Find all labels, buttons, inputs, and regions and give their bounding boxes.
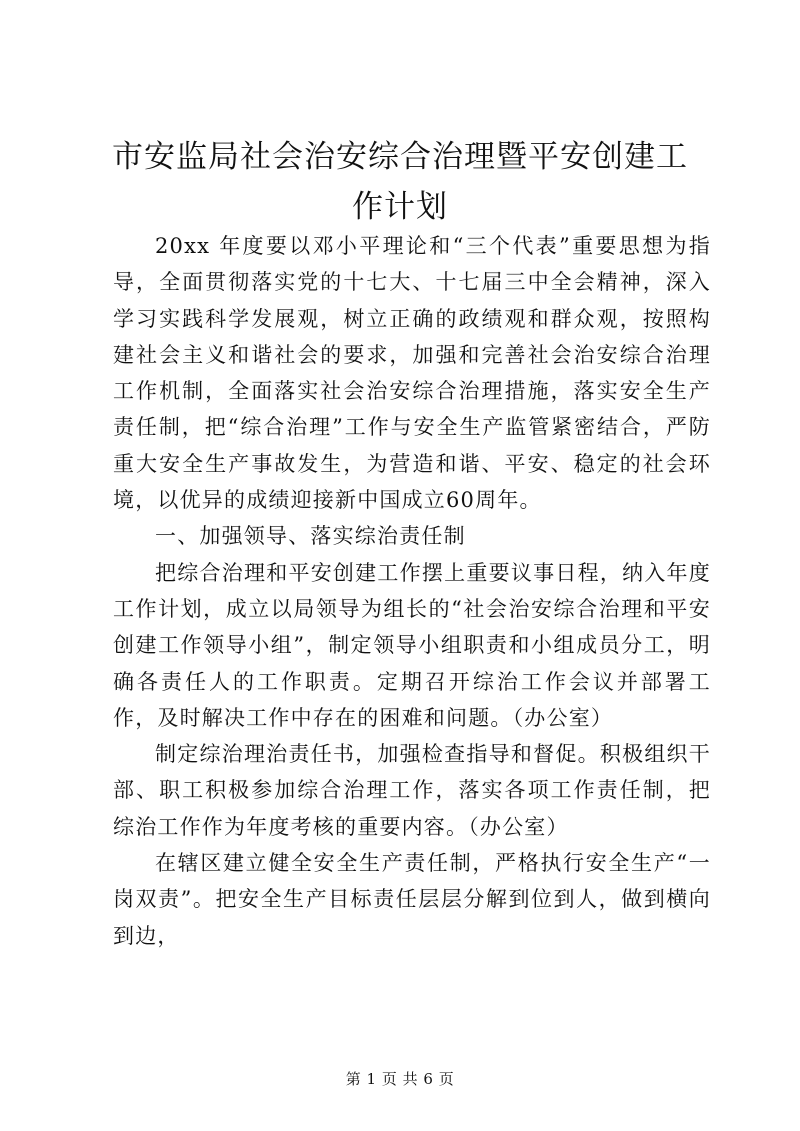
page-number: 第 1 页 共 6 页 xyxy=(345,1070,455,1088)
paragraph-intro: 20xx 年度要以邓小平理论和“三个代表”重要思想为指导，全面贯彻落实党的十七大、十七届三中全会精神，深入学习实践科学发展观，树立正确的政绩观和群众观，按照构建社会主义和谐社会的要求，加强和完善社会治安综合治理工作机制，全面落实社会治安综合治理措施，落实安全生产责任制，把“综合治理”工作与安全生产监管紧密结合，严防重大安全生产事故发生，为营造和谐、平安、稳定的社会环境，以优异的成绩迎接新中国成立60周年。 xyxy=(113,234,711,513)
paragraph-responsibility: 制定综治理治责任书，加强检查指导和督促。积极组织干部、职工积极参加综合治理工作，落实各项工作责任制，把综治工作作为年度考核的重要内容。（办公室） xyxy=(113,742,711,839)
document-body xyxy=(113,228,711,954)
paragraph-leadership: 把综合治理和平安创建工作摆上重要议事日程，纳入年度工作计划，成立以局领导为组长的“社会治安综合治理和平安创建工作领导小组”，制定领导小组职责和小组成员分工，明确各责任人的工作职责。定期召开综治工作会议并部署工作，及时解决工作中存在的困难和问题。（办公室） xyxy=(113,560,711,730)
section-heading-1: 一、加强领导、落实综治责任制 xyxy=(155,524,466,549)
document-title: 市安监局社会治安综合治理暨平安创建工作计划 xyxy=(112,139,688,225)
paragraph-safety-system: 在辖区建立健全安全生产责任制，严格执行安全生产“一岗双责”。把安全生产目标责任层层分解到位到人，做到横向到边， xyxy=(113,851,711,948)
